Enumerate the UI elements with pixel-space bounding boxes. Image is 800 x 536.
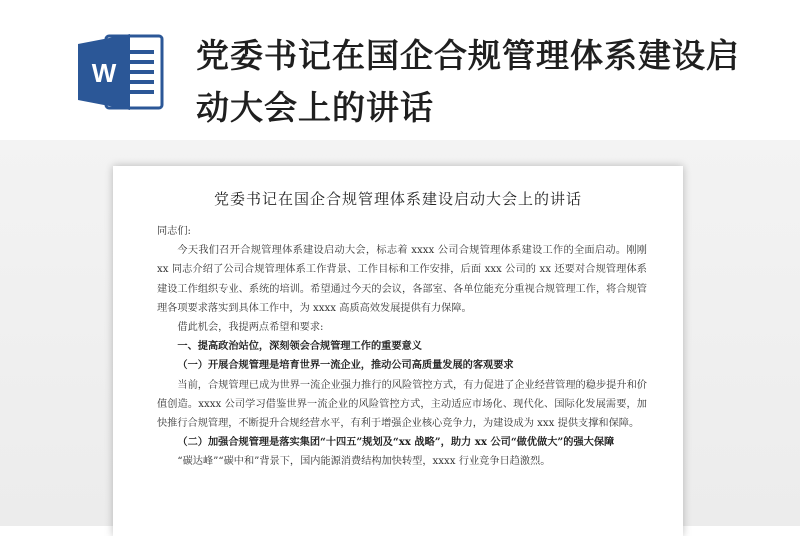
paragraph: 当前，合规管理已成为世界一流企业强力推行的风险管控方式，有力促进了企业经营管理的稳步提升和价值创造。xxxx 公司学习借鉴世界一流企业的风险管控方式，主动适应市场化、现代化、国际化发展需要，加快推行合规管理，不断提升合规经营水平，有利于增强企业核心竞争力，为建设成为 xxx 提供支撑和保障。: [157, 379, 647, 430]
paragraph: 借此机会，我提两点希望和要求:: [177, 322, 324, 334]
document-page: [113, 166, 683, 536]
paragraph: 今天我们召开合规管理体系建设启动大会，标志着 xxxx 公司合规管理体系建设工作的全面启动。刚刚 xx 同志介绍了公司合规管理体系工作背景、工作目标和工作安排，后面 xxx 公司的 xx 还要对合规管理体系建设工作组织专业、系统的培训。希望通过今天的会议，各部室、各单位能充分重视合规管理工作，将合规管理各项要求落实到具体工作中，为 xxxx 高质高效发展提供有力保障。: [157, 245, 647, 314]
word-icon-letter: W: [91, 58, 117, 88]
subsection-heading: （一）开展合规管理是培育世界一流企业，推动公司高质量发展的客观要求: [177, 359, 514, 372]
section-heading: 一、提高政治站位，深刻领会合规管理工作的重要意义: [177, 340, 422, 353]
header: [0, 0, 800, 140]
document-body: [157, 222, 647, 472]
word-icon: [76, 32, 168, 112]
document-title: 党委书记在国企合规管理体系建设启动大会上的讲话: [213, 190, 582, 208]
paragraph: “碳达峰”“碳中和”背景下，国内能源消费结构加快转型，xxxx 行业竞争日趋激烈。: [177, 456, 551, 468]
salutation: 同志们:: [157, 226, 191, 237]
subsection-heading: （二）加强合规管理是落实集团“十四五”规划及“xx 战略”，助力 xx 公司“做优做大”的强大保障: [177, 436, 615, 449]
page-title: 党委书记在国企合规管理体系建设启动大会上的讲话: [196, 36, 740, 127]
